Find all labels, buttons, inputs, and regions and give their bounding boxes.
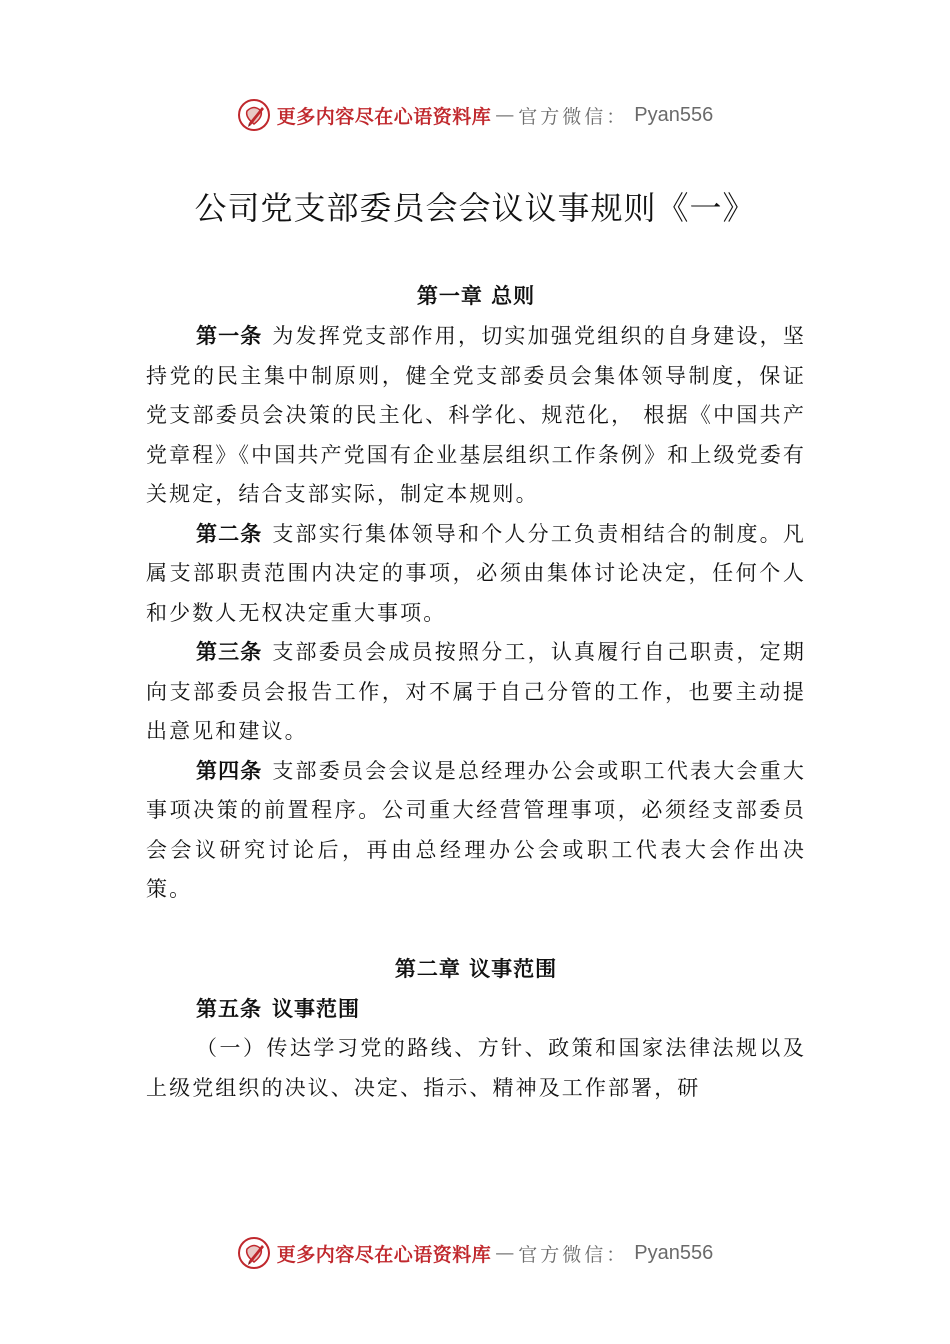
article-5-title: 议事范围 — [272, 996, 360, 1021]
watermark-dash: — — [495, 1242, 515, 1264]
pen-heart-logo-icon — [237, 1236, 271, 1270]
watermark-dash: — — [495, 104, 515, 126]
chapter-2-heading: 第二章 议事范围 — [394, 956, 558, 981]
article-3 — [146, 633, 806, 752]
watermark-brand: 更多内容尽在心语资料库 — [276, 105, 492, 128]
article-5-item-1: （一）传达学习党的路线、方针、政策和国家法律法规以及上级党组织的决议、决定、指示、精神及工作部署，研 — [146, 1036, 806, 1100]
document-body — [146, 275, 806, 1108]
article-4-label: 第四条 — [196, 758, 263, 783]
article-2-text: 支部实行集体领导和个人分工负责相结合的制度。凡属支部职责范围内决定的事项，必须由集体讨论决定，任何个人和少数人无权决定重大事项。 — [146, 521, 806, 625]
article-4-text: 支部委员会会议是总经理办公会或职工代表大会重大事项决策的前置程序。公司重大经营管理事项，必须经支部委员会会议研究讨论后，再由总经理办公会或职工代表大会作出决策。 — [146, 758, 806, 901]
article-2-label: 第二条 — [196, 521, 263, 546]
watermark-wechat-id: Pyan556 — [634, 103, 714, 126]
footer-watermark — [0, 1233, 950, 1273]
article-5-heading — [146, 990, 806, 1030]
watermark-wechat-label: 官方微信： — [518, 1243, 629, 1266]
watermark-wechat-id: Pyan556 — [634, 1241, 714, 1264]
article-3-label: 第三条 — [196, 640, 263, 664]
watermark-brand: 更多内容尽在心语资料库 — [276, 1243, 492, 1266]
article-5-label: 第五条 — [196, 996, 262, 1021]
article-1-text: 为发挥党支部作用，切实加强党组织的自身建设，坚持党的民主集中制原则，健全党支部委员会集体领导制度，保证党支部委员会决策的民主化、科学化、规范化， 根据《中国共产党章程》《中国共产党国有企业基层组织工作条例》和上级党委有关规定，结合支部实际，制定本规则。 — [146, 324, 806, 506]
chapter-1-heading: 第一章 总则 — [416, 284, 536, 308]
pen-heart-logo-icon — [237, 98, 271, 132]
article-1-label: 第一条 — [196, 324, 263, 348]
article-2 — [146, 515, 806, 634]
article-1 — [146, 317, 806, 515]
header-watermark — [0, 95, 950, 135]
article-4 — [146, 752, 806, 910]
watermark-wechat-label: 官方微信： — [518, 105, 629, 128]
article-3-text: 支部委员会成员按照分工，认真履行自己职责，定期向支部委员会报告工作，对不属于自己分管的工作，也要主动提出意见和建议。 — [146, 640, 806, 743]
document-title: 公司党支部委员会会议议事规则《一》 — [194, 189, 756, 227]
